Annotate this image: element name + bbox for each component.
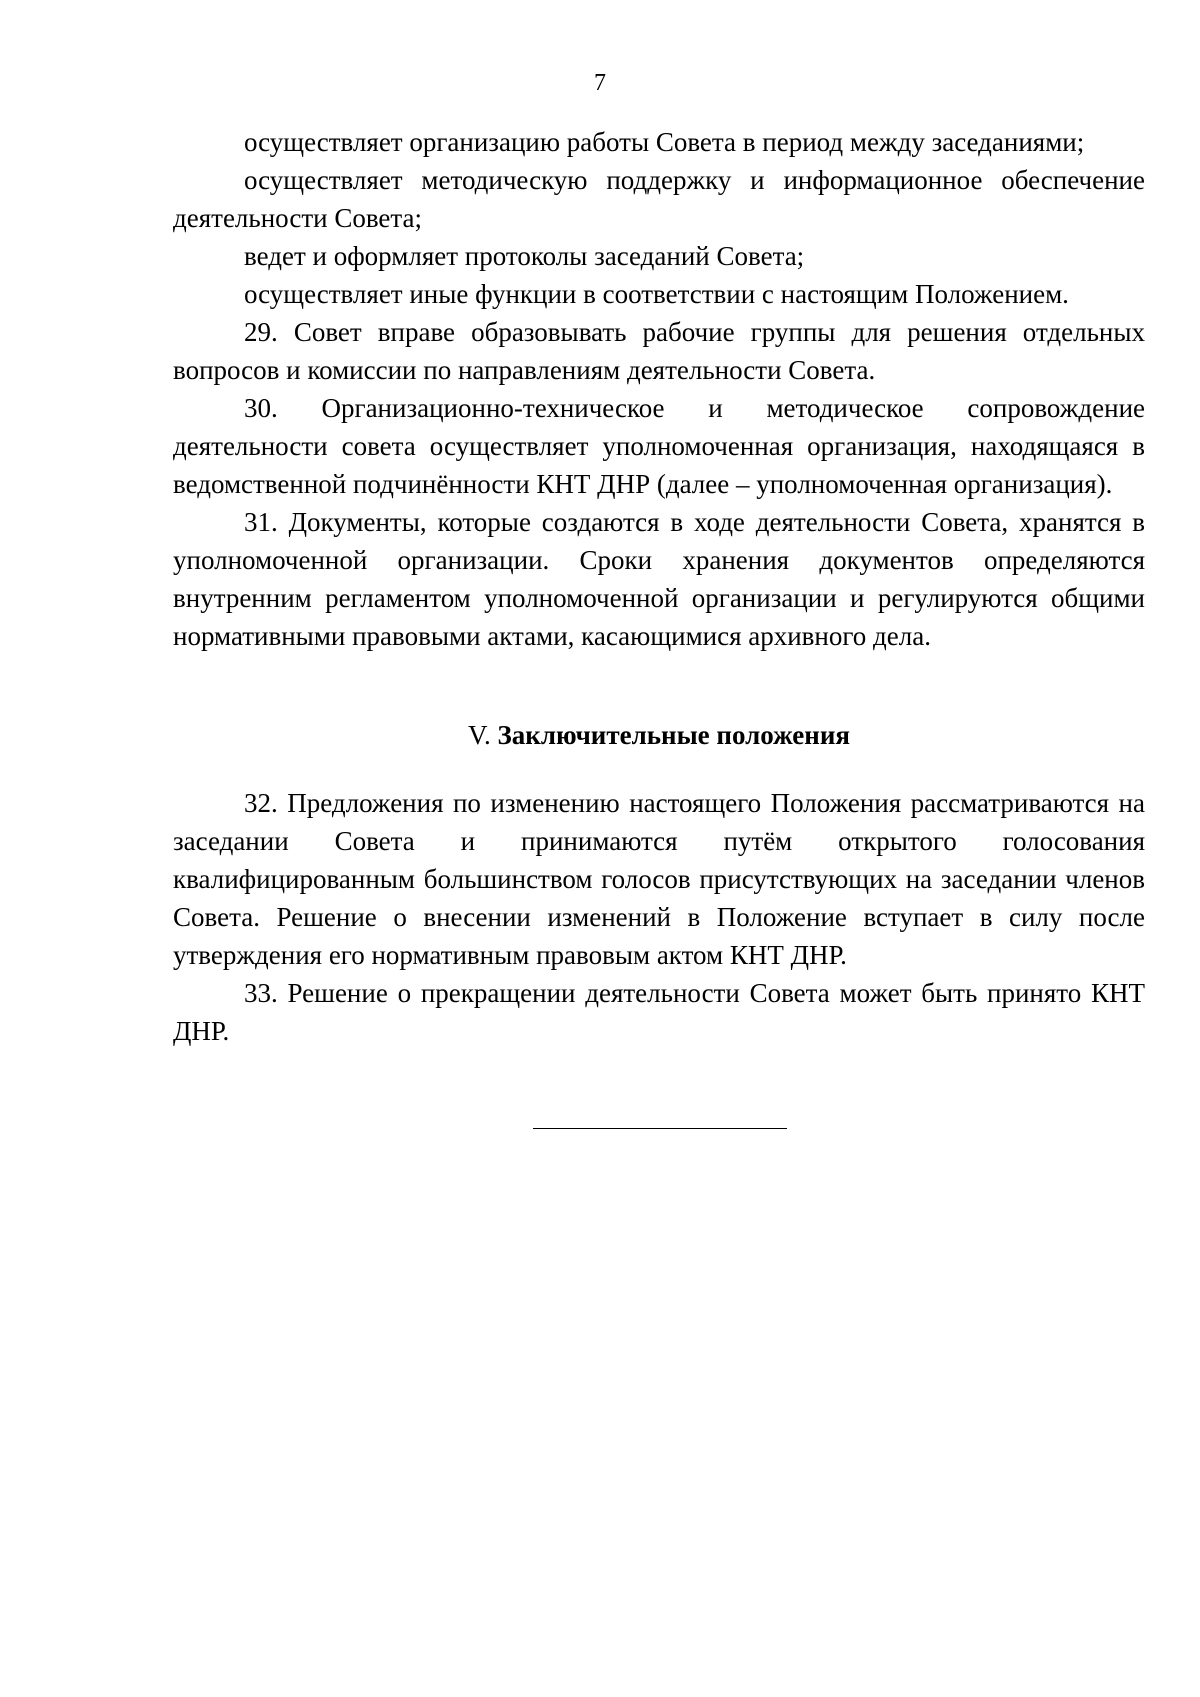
- paragraph-organization-of-work: осуществляет организацию работы Совета в период между заседаниями;: [244, 127, 1085, 157]
- paragraph-other-functions: осуществляет иные функции в соответствии с настоящим Положением.: [244, 279, 1069, 309]
- paragraph-methodical-support: осуществляет методическую поддержку и информационное обеспечение деятельности Совета;: [173, 165, 1145, 233]
- paragraph-protocols: ведет и оформляет протоколы заседаний Совета;: [244, 241, 805, 271]
- paragraph-33: 33. Решение о прекращении деятельности Совета может быть принято КНТ ДНР.: [173, 978, 1145, 1046]
- section-heading: [173, 716, 1145, 754]
- section-number: V.: [467, 720, 491, 750]
- paragraph-30: 30. Организационно-техническое и методическое сопровождение деятельности совета осуществляет уполномоченная организация, находящаяся в ведомственной подчинённости КНТ ДНР (далее – уполномоченная организация).: [173, 393, 1145, 499]
- paragraph-31: 31. Документы, которые создаются в ходе деятельности Совета, хранятся в уполномоченной организации. Сроки хранения документов определяются внутренним регламентом уполномоченной организации и регулируются общими нормативными правовыми актами, касающимися архивного дела.: [173, 507, 1145, 651]
- page-number: 7: [594, 70, 606, 96]
- document-body-bottom: [173, 784, 1145, 1050]
- end-of-document-rule: [533, 1128, 787, 1129]
- section-title: Заключительные положения: [497, 720, 851, 750]
- paragraph-29: 29. Совет вправе образовывать рабочие группы для решения отдельных вопросов и комиссии по направлениям деятельности Совета.: [173, 317, 1145, 385]
- document-body-top: [173, 123, 1145, 655]
- paragraph-32: 32. Предложения по изменению настоящего Положения рассматриваются на заседании Совета и принимаются путём открытого голосования квалифицированным большинством голосов присутствующих на заседании членов Совета. Решение о внесении изменений в Положение вступает в силу после утверждения его нормативным правовым актом КНТ ДНР.: [173, 788, 1145, 970]
